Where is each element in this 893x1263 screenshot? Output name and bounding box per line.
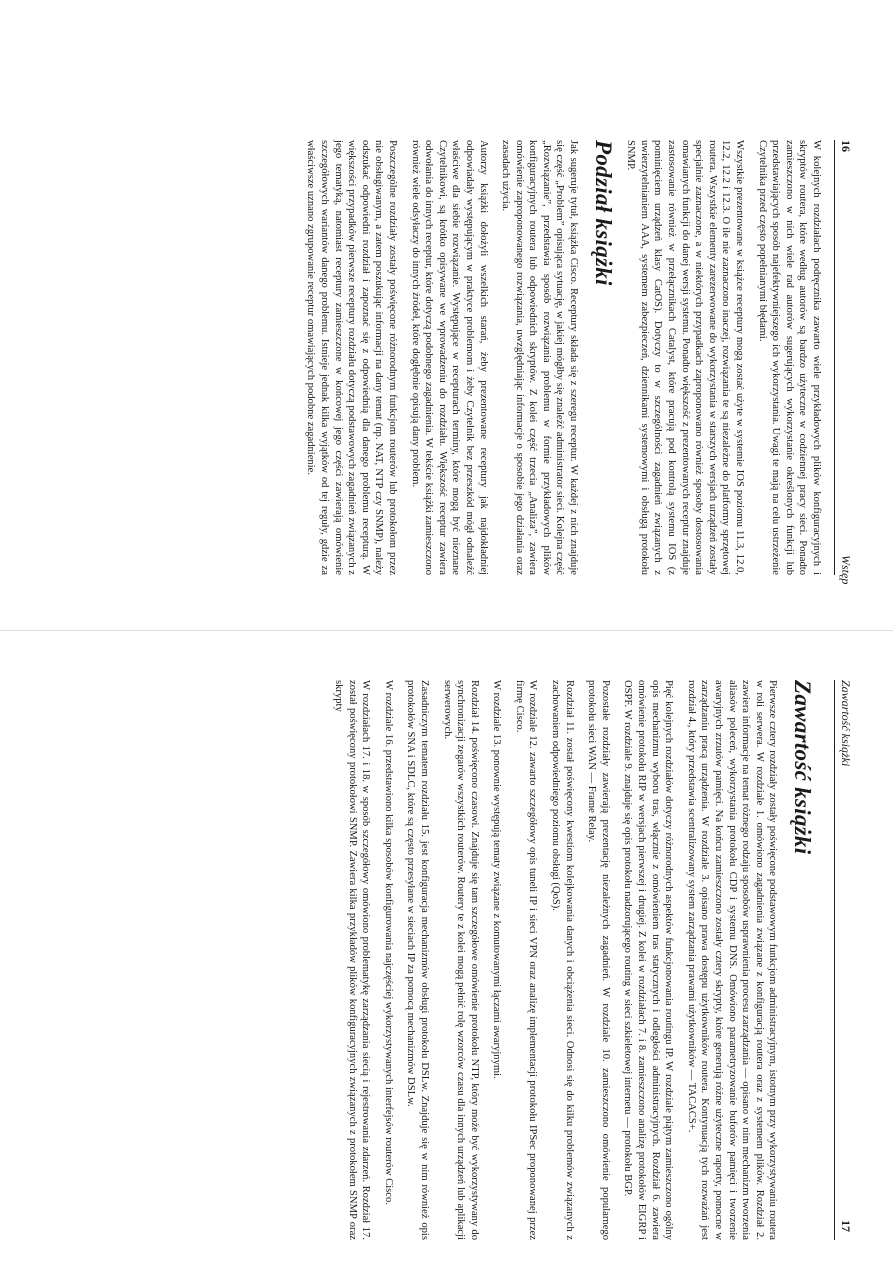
page-body (295, 140, 823, 575)
page-body (322, 680, 823, 1240)
paragraph: Pozostałe rozdziały zawierają prezentację niezależnych zagadnień. W rozdziale 10. zamieszczono omówienie popularnego protokołu sieci WAN — Frame Relay. (586, 680, 611, 1240)
page-number: 17 (839, 1220, 853, 1232)
page-number: 16 (839, 140, 853, 152)
paragraph: W rozdziale 13. ponownie występują tematy związane z komutowanymi łączami awaryjnymi. (491, 680, 503, 1079)
paragraph: Poszczególne rozdziały zostały poświęcone różnorodnym funkcjom routerów lub protokołom przez nie obsługiwanym, a zatem poszukując informacji na dany temat (np. NAT, NTP czy SNMP), należy odszukać odpowiedni rozdział i zapoznać się z odpowiednią dla danego problemu recepturą. W większości przypadków pierwsze receptury rozdziału dotyczą podstawowych zagadnień związanych z jego tematyką, natomiast receptury zamieszczone w końcowej jego części zawierają omówienie szczegółowych wariantów danego problemu. Istnieje jednak kilka wyjątków od tej reguły, gdzie za właściwsze uznano zgrupowanie receptur omawiających podobne zagadnienie. (305, 140, 398, 575)
paragraph: Pięć kolejnych rozdziałów dotyczy różnorodnych aspektów funkcjonowania routingu IP. W rozdziale piątym zamieszczono ogólny opis mechanizmu wyboru tras, włącznie z omówieniem tras statycznych i odległości administracyjnych. Rozdział 6. zawiera omówienie protokołu RIP w wersjach pierwszej i drugiej. Z kolei w rozdziałach 7. i 8. zamieszczono analizę protokołów EIGRP i OSPF. W rozdziale 9. znajduje się opis protokołu nadzorującego routing w sieci szkieletowej internetu — protokołu BGP. (622, 680, 675, 1240)
paragraph: Pierwsze cztery rozdziały zostały poświęcone podstawowym funkcjom administracyjnym, istotnym przy wykorzystywaniu routera w roli serwera. W rozdziale 1. omówiono zagadnienia związane z konfiguracją routera oraz z systemem plików. Rozdział 2. zawiera informacje na temat różnego rodzaju sposobów usprawnienia procesu zarządzania — opisano w nim mechanizm tworzenia aliasów poleceń, wykorzystania protokołu CDP i systemu DNS. Omówiono parametryzowanie buforów pamięci i tworzenie awaryjnych zrzutów pamięci. Na końcu zamieszczono zostały cztery skrypty, które generują różne użyteczne raporty, pomocne w zarządzaniu pracą urządzenia. W rozdziale 3. opisano prawa dostępu użytkowników routera. Kontynuacją tych rozważań jest rozdział 4., który przedstawia scentralizowany system zarządzania prawami użytkowników — TACACS+. (685, 680, 779, 1240)
paragraph: W rozdziale 12. zawarto szczegółowy opis tuneli IP i sieci VPN oraz analizę implementacji protokołu IPSec proponowanej przez firmę Cisco. (513, 680, 539, 1240)
section-heading: Podział książki (590, 140, 616, 286)
header-rule (834, 680, 835, 1240)
paragraph: Rozdział 11. został poświęcony kwestiom kolejkowania danych i obciążenia sieci. Odnosi się do kilku problemów związanych z zachowaniem odpowiedniego poziomu obsługi (QoS). (550, 680, 575, 1240)
header-rule (834, 140, 835, 575)
paragraph: W kolejnych rozdziałach podręcznika zawarto wiele przykładowych plików konfiguracyjnych i skryptów routera, które według autorów są bardzo użyteczne w codziennej pracy sieci. Ponadto zamieszczono w nich wiele rad autorów sugerujących wykorzystanie określonych funkcji lub przedstawiających sposób najefektywniejszego ich wykorzystania. Uwagi te mają na celu ustrzeżenie Czytelnika przed często popełnianymi błędami. (756, 140, 822, 575)
paragraph: W rozdziale 16. przedstawiono kilka sposobów konfigurowania najczęściej wykorzystywanych interfejsów routerów Cisco. (382, 680, 394, 1205)
paragraph: Rozdział 14. poświęcono czasowi. Znajduje się tam szczegółowe omówienie protokołu NTP, który może być wykorzystywany do synchronizacji zegarów wszystkich routerów. Routery te z kolei mogą pełnić rolę wzorców czasu dla innych urządzeń lub aplikacji serwerowych. (441, 680, 480, 1240)
paragraph: Jak sugeruje tytuł, książka Cisco. Receptury składa się z szeregu receptur. W każdej z nich znajduje się część „Problem” opisująca sytuację, w jakiej mógłby się znaleźć administrator sieci. Kolejna część „Rozwiązanie”, przedstawia sposób rozwiązania problemu w formie przykładowych plików konfiguracyjnych routera lub odpowiednich skryptów. Z kolei część trzecia „Analiza”, zawiera omówienie zaproponowanego rozwiązania, uwzględniając informacje o sposobie jego działania oraz zasadach użycia. (500, 140, 580, 575)
section-heading: Zawartość książki (790, 680, 815, 855)
paragraph: Zasadniczym tematem rozdziału 15. jest konfiguracja mechanizmów obsługi protokołu DSLw. Znajduje się w nim również opis protokołów SNA i SDLC, które są często przesyłane w sieciach IP za pomocą mechanizmów DSLw. (405, 680, 430, 1240)
book-gutter (0, 620, 893, 645)
paragraph: Autorzy książki dołożyli wszelkich starań, żeby prezentowane receptury jak najdokładniej odpowiadały występującym w praktyce problemom i żeby Czytelnik bez przeszkód mógł odnaleźć właściwe dla siebie rozwiązanie. Występujące w recepturach terminy, które mogą być nieznane Czytelnikowi, są krótko opisywane we wprowadzeniu do rozdziału. Większość receptur zawiera odwołania do innych receptur, które dotyczą podobnego zagadnienia. W tekście książki zamieszczono również wiele odsyłaczy do innych źródeł, które dogłębnie opisują dany problem. (409, 140, 489, 575)
right-page (0, 645, 893, 1263)
paragraph: W rozdziałach 17. i 18. w sposób szczegółowy omówiono problematykę zarządzania siecią i rejestrowania zdarzeń. Rozdział 17. został poświęcony protokołowi SNMP. Zawiera kilka przykładów plików konfiguracyjnych związanych z protokołem SNMP oraz skrypty (332, 680, 372, 1240)
left-page (0, 0, 893, 620)
paragraph: Wszystkie prezentowane w książce receptury mogą zostać użyte w systemie IOS poziomu 11.3, 12.0, 12.2, 12.2 i 12.3. O ile nie zaznaczono inaczej, rozwiązania te są niezależne do platformy sprzętowej routera. Wszystkie elementy zarezerwowane do wykorzystania w starszych wersjach urządzeń zostały specjalnie zaznaczone, a w niektórych przypadkach zaproponowano również sposoby dostosowania omawianych funkcji do danej wersji systemu. Ponadto większość z prezentowanych receptur znajduje zastosowanie również w przełącznikach Catalyst, które pracują pod kontrolą systemu IOS (z pominięciem urządzeń klasy CatOS). Dotyczy to w szczególności zagadnień związanych z uwierzytelnianiem AAA, systemem zabezpieczeń, dziennikami systemowymi i obsługą protokołu SNMP. (625, 140, 746, 575)
running-head: Wstęp (839, 555, 853, 585)
running-head: Zawartość książki (839, 680, 853, 767)
